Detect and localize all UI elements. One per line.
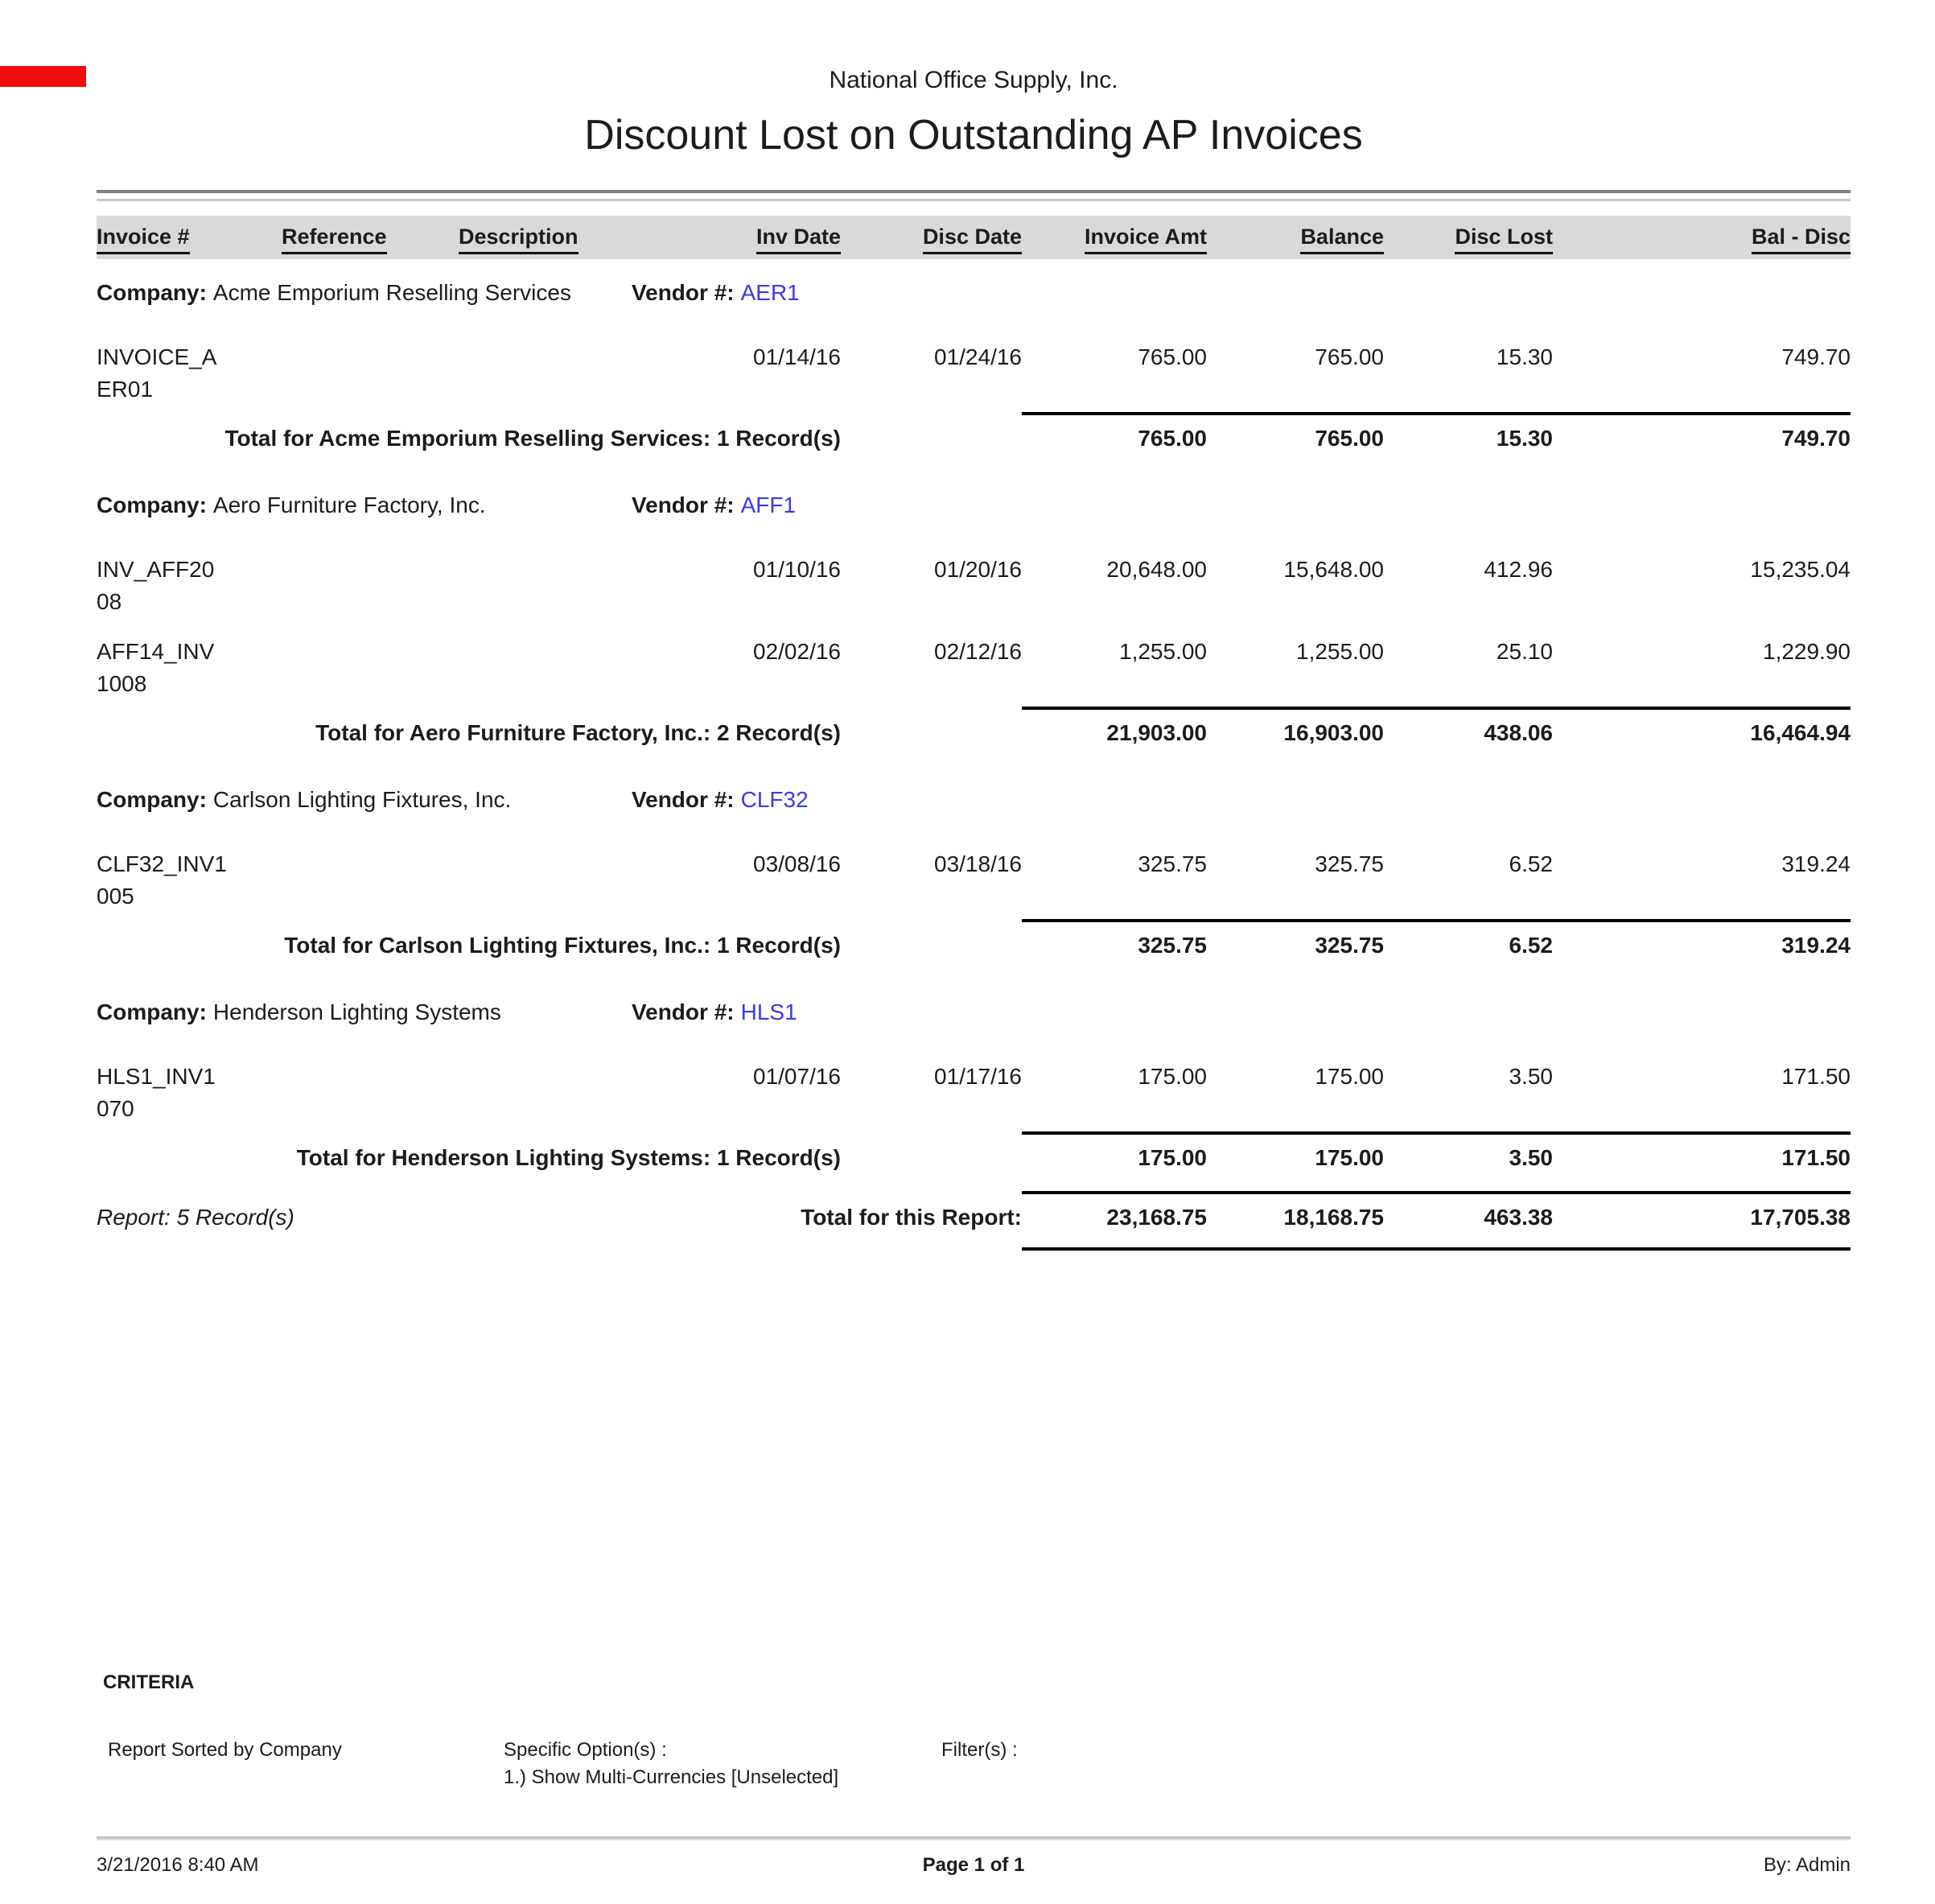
- total-disc-lost: 3.50: [1509, 1145, 1553, 1170]
- criteria-options-label: Specific Option(s) :: [504, 1739, 667, 1761]
- report-balance: 18,168.75: [1283, 1205, 1384, 1230]
- report-title: Discount Lost on Outstanding AP Invoices: [584, 112, 1363, 159]
- vendor-field: [632, 280, 800, 306]
- report-record-count: Report: 5 Record(s): [97, 1205, 294, 1230]
- total-bal-disc: 16,464.94: [1750, 720, 1851, 745]
- balance-cell: 325.75: [1315, 851, 1384, 876]
- footer-author: By: Admin: [1763, 1854, 1851, 1876]
- total-balance: 325.75: [1315, 933, 1384, 958]
- company-label: Company:: [97, 492, 207, 517]
- balance-cell: 765.00: [1315, 344, 1384, 369]
- total-balance: 175.00: [1315, 1145, 1384, 1170]
- report-disc-lost: 463.38: [1484, 1205, 1553, 1230]
- disc-date-cell: 03/18/16: [934, 851, 1022, 876]
- company-group: [97, 999, 1851, 1172]
- group-total-rule: [1022, 1131, 1851, 1135]
- header-rule-primary: [97, 190, 1851, 193]
- inv-date-cell: 02/02/16: [753, 639, 841, 664]
- disc-lost-cell: 3.50: [1509, 1064, 1553, 1089]
- company-name: Henderson Lighting Systems: [212, 999, 501, 1024]
- invoice-amt-cell: 1,255.00: [1119, 639, 1207, 664]
- disc-date-cell: 01/20/16: [934, 557, 1022, 582]
- invoice-row: [97, 848, 1851, 913]
- column-header-bal-disc: Bal - Disc: [1553, 225, 1851, 259]
- disc-lost-cell: 6.52: [1509, 851, 1553, 876]
- footer-page: Page 1 of 1: [922, 1854, 1025, 1876]
- disc-lost-cell: 15.30: [1496, 344, 1553, 369]
- company-row: [97, 492, 1851, 521]
- invoice-row: [97, 554, 1851, 618]
- total-disc-lost: 15.30: [1496, 426, 1553, 451]
- vendor-label: Vendor #:: [632, 999, 735, 1024]
- company-label: Company:: [97, 999, 207, 1024]
- invoice-number: AFF14_INV 1008: [97, 639, 215, 696]
- vendor-label: Vendor #:: [632, 492, 735, 517]
- group-total-row: [97, 719, 1851, 747]
- company-title: National Office Supply, Inc.: [829, 67, 1118, 93]
- report-invoice-amt: 23,168.75: [1106, 1205, 1207, 1230]
- header-rule-secondary: [97, 199, 1851, 201]
- disc-date-cell: 01/24/16: [934, 344, 1022, 369]
- company-group: [97, 280, 1851, 452]
- inv-date-cell: 01/07/16: [753, 1064, 841, 1089]
- group-total-row: [97, 932, 1851, 959]
- column-header-description: Description: [459, 225, 724, 259]
- column-header-disc-lost: Disc Lost: [1384, 225, 1553, 259]
- balance-cell: 1,255.00: [1296, 639, 1384, 664]
- group-total-label: Total for Acme Emporium Reselling Services: 1 Record(s): [224, 426, 841, 451]
- criteria-filters-label: Filter(s) :: [941, 1739, 1018, 1761]
- company-name: Acme Emporium Reselling Services: [212, 280, 571, 305]
- vendor-code-link[interactable]: CLF32: [740, 787, 809, 812]
- column-header-reference: Reference: [282, 225, 459, 259]
- disc-date-cell: 01/17/16: [934, 1064, 1022, 1089]
- red-annotation-bar: [0, 66, 86, 87]
- total-bal-disc: 319.24: [1781, 933, 1851, 958]
- vendor-field: [632, 787, 809, 813]
- company-row: [97, 787, 1851, 816]
- group-total-rule: [1022, 919, 1851, 922]
- footer-rule: [97, 1836, 1851, 1840]
- total-bal-disc: 749.70: [1781, 426, 1851, 451]
- company-label: Company:: [97, 787, 207, 812]
- group-total-row: [97, 425, 1851, 452]
- invoice-row: [97, 636, 1851, 700]
- column-header-balance: Balance: [1207, 225, 1384, 259]
- disc-lost-cell: 25.10: [1496, 639, 1553, 664]
- invoice-number: INV_AFF20 08: [97, 557, 215, 614]
- invoice-number: CLF32_INV1 005: [97, 851, 227, 909]
- balance-cell: 15,648.00: [1283, 557, 1384, 582]
- disc-lost-cell: 412.96: [1484, 557, 1553, 582]
- company-row: [97, 999, 1851, 1028]
- report-bal-disc: 17,705.38: [1750, 1205, 1851, 1230]
- group-total-rule: [1022, 412, 1851, 415]
- bal-disc-cell: 171.50: [1781, 1064, 1851, 1089]
- company-name: Aero Furniture Factory, Inc.: [212, 492, 486, 517]
- criteria-option-1: 1.) Show Multi-Currencies [Unselected]: [504, 1766, 839, 1788]
- total-invoice-amt: 21,903.00: [1106, 720, 1207, 745]
- criteria-details: [103, 1739, 1849, 1795]
- criteria-sort: Report Sorted by Company: [108, 1739, 342, 1761]
- group-total-rule: [1022, 707, 1851, 710]
- bal-disc-cell: 319.24: [1781, 851, 1851, 876]
- report-body: [97, 190, 1851, 1251]
- total-disc-lost: 438.06: [1484, 720, 1553, 745]
- column-header-disc-date: Disc Date: [841, 225, 1022, 259]
- invoice-row: [97, 341, 1851, 406]
- total-invoice-amt: 325.75: [1138, 933, 1207, 958]
- group-total-row: [97, 1144, 1851, 1172]
- vendor-label: Vendor #:: [632, 787, 735, 812]
- page-footer: [97, 1836, 1851, 1877]
- total-invoice-amt: 765.00: [1138, 426, 1207, 451]
- invoice-amt-cell: 765.00: [1138, 344, 1207, 369]
- vendor-label: Vendor #:: [632, 280, 735, 305]
- group-total-label: Total for Carlson Lighting Fixtures, Inc.: 1 Record(s): [284, 933, 841, 958]
- company-group: [97, 787, 1851, 959]
- invoice-amt-cell: 20,648.00: [1106, 557, 1207, 582]
- company-row: [97, 280, 1851, 309]
- column-header-invoice: Invoice #: [97, 225, 282, 259]
- vendor-field: [632, 999, 797, 1025]
- total-balance: 765.00: [1315, 426, 1384, 451]
- total-invoice-amt: 175.00: [1138, 1145, 1207, 1170]
- company-name: Carlson Lighting Fixtures, Inc.: [212, 787, 512, 812]
- group-total-label: Total for Aero Furniture Factory, Inc.: 2 Record(s): [315, 720, 841, 745]
- footer-datetime: 3/21/2016 8:40 AM: [97, 1854, 259, 1876]
- column-header-invoice-amt: Invoice Amt: [1022, 225, 1207, 259]
- vendor-code-link[interactable]: AER1: [740, 280, 800, 305]
- bal-disc-cell: 1,229.90: [1763, 639, 1851, 664]
- invoice-number: INVOICE_A ER01: [97, 344, 217, 402]
- criteria-section: [103, 1671, 1849, 1788]
- report-summary-row: [97, 1204, 1851, 1231]
- report-total-label: Total for this Report:: [801, 1205, 1022, 1230]
- inv-date-cell: 01/10/16: [753, 557, 841, 582]
- inv-date-cell: 01/14/16: [753, 344, 841, 369]
- bal-disc-cell: 15,235.04: [1750, 557, 1851, 582]
- total-balance: 16,903.00: [1283, 720, 1384, 745]
- total-bal-disc: 171.50: [1781, 1145, 1851, 1170]
- group-total-label: Total for Henderson Lighting Systems: 1 Record(s): [296, 1145, 841, 1170]
- invoice-number: HLS1_INV1 070: [97, 1064, 216, 1121]
- inv-date-cell: 03/08/16: [753, 851, 841, 876]
- vendor-code-link[interactable]: AFF1: [740, 492, 797, 517]
- invoice-row: [97, 1061, 1851, 1125]
- balance-cell: 175.00: [1315, 1064, 1384, 1089]
- invoice-amt-cell: 325.75: [1138, 851, 1207, 876]
- criteria-heading: CRITERIA: [103, 1671, 195, 1693]
- invoice-amt-cell: 175.00: [1138, 1064, 1207, 1089]
- bal-disc-cell: 749.70: [1781, 344, 1851, 369]
- vendor-field: [632, 492, 796, 518]
- company-label: Company:: [97, 280, 207, 305]
- vendor-code-link[interactable]: HLS1: [740, 999, 797, 1024]
- report-total-rule-top: [1022, 1191, 1851, 1194]
- company-group: [97, 492, 1851, 747]
- column-header-inv-date: Inv Date: [724, 225, 841, 259]
- total-disc-lost: 6.52: [1509, 933, 1553, 958]
- disc-date-cell: 02/12/16: [934, 639, 1022, 664]
- report-total-rule-bottom: [1022, 1247, 1851, 1251]
- table-header-row: [97, 216, 1851, 259]
